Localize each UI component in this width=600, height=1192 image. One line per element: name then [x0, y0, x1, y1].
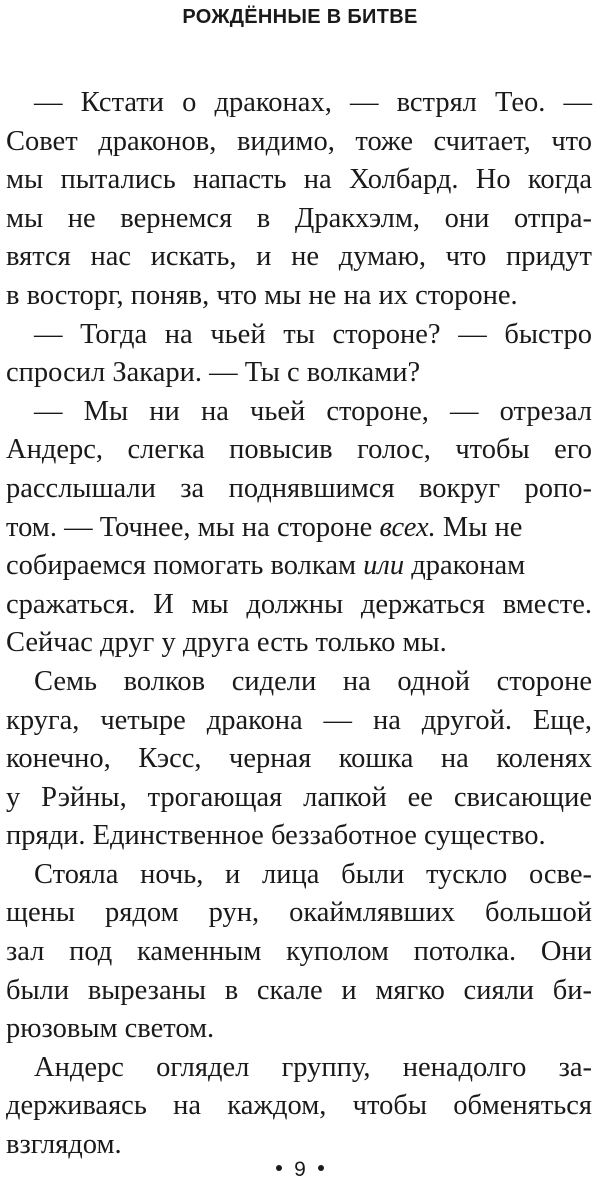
text-line: рюзовым светом.	[6, 1013, 215, 1045]
text-line: круга, четыре дракона — на другой. Еще,	[6, 704, 592, 736]
text-line: том. — Точнее, мы на стороне всех. Мы не	[6, 511, 523, 543]
running-title: РОЖДЁННЫЕ В БИТВЕ	[182, 6, 418, 28]
text-line: пряди. Единственное беззаботное существо.	[6, 820, 546, 852]
text-line: Андерс, слегка повысив голос, чтобы его	[6, 434, 592, 466]
text-line: держиваясь на каждом, чтобы обменяться	[6, 1090, 592, 1122]
text-line: Сейчас друг у друга есть только мы.	[6, 627, 447, 659]
text-line: Стояла ночь, и лица были тускло осве-	[34, 858, 592, 890]
text-line: у Рэйны, трогающая лапкой ее свисающие	[6, 781, 592, 813]
text-line: собираемся помогать волкам или драконам	[6, 550, 526, 582]
bullet-icon	[276, 1165, 282, 1171]
bullet-icon	[318, 1165, 324, 1171]
text-line: взглядом.	[6, 1129, 122, 1161]
page-number-text: 9	[294, 1158, 306, 1181]
text-line: в восторг, поняв, что мы не на их стороне.	[6, 279, 518, 311]
text-line: вятся нас искать, и не думаю, что придут	[6, 241, 592, 273]
text-line: зал под каменным куполом потолка. Они	[6, 936, 592, 968]
page-number	[0, 1158, 600, 1182]
text-line: мы пытались напасть на Холбард. Но когда	[6, 164, 592, 196]
body-text	[6, 84, 592, 1165]
text-line: Совет драконов, видимо, тоже считает, что	[6, 125, 592, 157]
italic-word: или	[363, 550, 405, 582]
italic-word: всех.	[379, 511, 436, 543]
text-line: Семь волков сидели на одной стороне	[34, 665, 592, 697]
text-line: — Тогда на чьей ты стороне? — быстро	[34, 318, 592, 350]
text-line: щены рядом рун, окаймлявших большой	[6, 897, 592, 929]
text-line: — Мы ни на чьей стороне, — отрезал	[34, 395, 592, 427]
text-line: спросил Закари. — Ты с волками?	[6, 357, 421, 389]
text-line: конечно, Кэсс, черная кошка на коленях	[6, 743, 592, 775]
text-line: расслышали за поднявшимся вокруг ропо-	[6, 472, 592, 504]
text-line: — Кстати о драконах, — встрял Тео. —	[34, 87, 592, 118]
text-line: Андерс оглядел группу, ненадолго за-	[34, 1051, 592, 1083]
text-line: мы не вернемся в Дракхэлм, они отпра-	[6, 202, 592, 234]
text-line: были вырезаны в скале и мягко сияли би-	[6, 974, 592, 1006]
text-line: сражаться. И мы должны держаться вместе.	[6, 588, 592, 620]
